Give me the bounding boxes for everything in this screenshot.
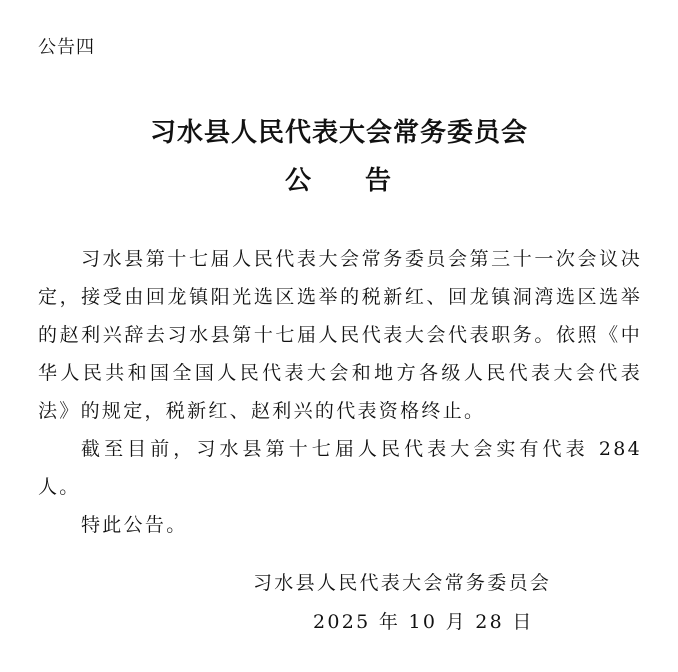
document-subtitle (0, 160, 678, 197)
body-paragraph-decision: 习水县第十七届人民代表大会常务委员会第三十一次会议决定，接受由回龙镇阳光选区选举的税新红、回龙镇洞湾选区选举的赵利兴辞去习水县第十七届人民代表大会代表职务。依照《中华人民共和国全国人民代表大会和地方各级人民代表大会代表法》的规定，税新红、赵利兴的代表资格终止。 (38, 248, 642, 422)
notice-number-label: 公告四 (38, 37, 95, 58)
body-paragraph-count: 截至目前，习水县第十七届人民代表大会实有代表 284 人。 (38, 438, 642, 498)
document-title: 习水县人民代表大会常务委员会 (149, 118, 528, 148)
subtitle-char-1: 公 (284, 166, 313, 196)
subtitle-char-2: 告 (365, 166, 394, 196)
document-body (38, 240, 642, 544)
signature-date: 2025 年 10 月 28 日 (313, 611, 534, 633)
body-paragraph-closing: 特此公告。 (81, 514, 188, 536)
signature-organization: 习水县人民代表大会常务委员会 (253, 572, 552, 594)
